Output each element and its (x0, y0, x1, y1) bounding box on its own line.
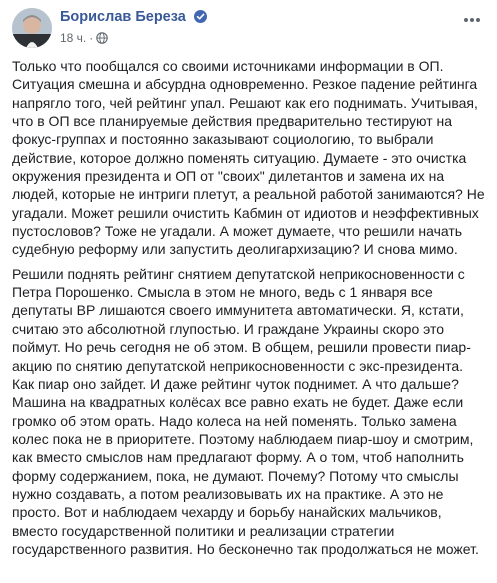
author-name-text[interactable]: Борислав Береза (60, 9, 186, 25)
meta-separator: · (89, 31, 94, 45)
post-meta (60, 31, 108, 47)
author-name[interactable] (60, 9, 207, 27)
verified-badge-icon (194, 10, 207, 27)
post-header (12, 6, 485, 48)
globe-icon[interactable] (96, 32, 108, 47)
author-avatar[interactable] (12, 8, 52, 48)
post-paragraph-1: Только что пообщался со своими источниками информации в ОП. Ситуация смешна и абсурдна одновременно. Резкое падение рейтинга напрягло того, чей рейтинг упал. Решают как его поднимать. Учитывая, что в ОП все планируемые действия предварительно тестируют на фокус-группах и постоянно заказывают социологию, то выбрали действие, которое должно поменять ситуацию. Думаете - это очистка окружения президента и ОП от "своих" дилетантов и замена их на людей, которые не интриги плетут, а реальной работой занимаются? Не угадали. Может решили очистить Кабмин от идиотов и неэффективных пустословов? Тоже не угадали. А может думаете, что решили начать судебную реформу или запустить деолигархизацию? И снова мимо. (12, 58, 485, 258)
avatar-image (12, 8, 52, 48)
post-paragraph-2: Решили поднять рейтинг снятием депутатской неприкосновенности с Петра Порошенко. Смысла в этом не много, ведь с 1 января все депутаты ВР лишаются своего иммунитета автоматически. Я, кстати, считаю это абсолютной глупостью. И граждане Украины скоро это поймут. Но речь сегодня не об этом. В общем, решили провести пиар-акцию по снятию депутатской неприкосновенности с экс-президента. Как пиар оно зайдет. И даже рейтинг чуток поднимет. А что дальше? Машина на квадратных колёсах все равно ехать не будет. Даже если громко об этом орать. Надо колеса на ней поменять. Только замена колес пока не в приоритете. Поэтому наблюдаем пиар-шоу и смотрим, как вместо смыслов нам предлагают форму. А о том, чтоб наполнить форму содержанием, пока, не думают. Почему? Потому что смыслы нужно создавать, а потом реализовывать их на практике. А это не просто. Вот и наблюдаем чехарду и борьбу нанайских мальчиков, вместо государственной политики и реализации стратегии государственного развития. Но бесконечно так продолжаться не может. (12, 265, 479, 557)
post-body (12, 57, 486, 564)
post-timestamp[interactable]: 18 ч. (60, 31, 87, 45)
more-options-icon[interactable] (459, 10, 485, 30)
